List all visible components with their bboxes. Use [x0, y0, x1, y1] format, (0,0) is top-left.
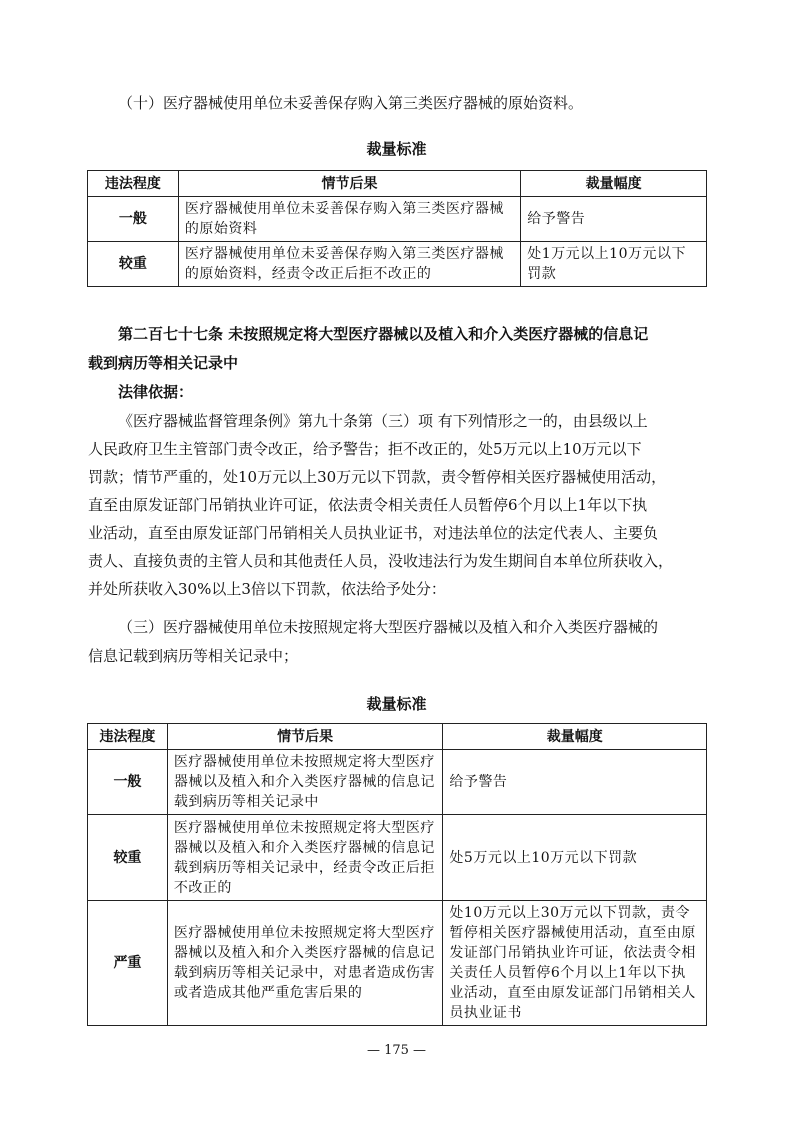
basis-line: 直至由原发证部门吊销执业许可证，依法责令相关责任人员暂停6个月以上1年以下执 [88, 496, 648, 514]
basis-line: 业活动，直至由原发证部门吊销相关人员执业证书，对违法单位的法定代表人、主要负 [88, 524, 659, 542]
degree-cell: 严重 [88, 901, 168, 1026]
page-number: — 175 — [366, 1043, 427, 1058]
basis-line: 责人、直接负责的主管人员和其他责任人员，没收违法行为发生期间自本单位所获收入， [88, 552, 674, 570]
circumstance-cell: 医疗器械使用单位未按照规定将大型医疗器械以及植入和介入类医疗器械的信息记载到病历等相关记录中 [167, 750, 443, 815]
header-range: 裁量幅度 [521, 171, 707, 197]
basis-line: 并处所获收入30%以上3倍以下罚款，依法给予处分： [88, 580, 446, 598]
circumstance-cell: 医疗器械使用单位未按照规定将大型医疗器械以及植入和介入类医疗器械的信息记载到病历等相关记录中，对患者造成伤害或者造成其他严重危害后果的 [167, 901, 443, 1026]
degree-cell: 较重 [88, 242, 179, 287]
circumstance-cell: 医疗器械使用单位未妥善保存购入第三类医疗器械的原始资料，经责令改正后拒不改正的 [178, 242, 520, 287]
table2 [87, 723, 707, 1026]
degree-cell: 一般 [88, 750, 168, 815]
range-cell: 处5万元以上10万元以下罚款 [443, 815, 707, 901]
range-cell: 处1万元以上10万元以下罚款 [521, 242, 707, 287]
article-heading-line1: 第二百七十七条 未按照规定将大型医疗器械以及植入和介入类医疗器械的信息记 [118, 325, 649, 343]
table-row [88, 815, 707, 901]
table1-header-row [88, 171, 707, 197]
table1-caption: 裁量标准 [366, 140, 427, 158]
header-degree: 违法程度 [88, 724, 168, 750]
basis-line: 罚款；情节严重的，处10万元以上30万元以下罚款，责令暂停相关医疗器械使用活动， [88, 468, 667, 486]
table-row [88, 901, 707, 1026]
header-circumstance: 情节后果 [167, 724, 443, 750]
degree-cell: 一般 [88, 197, 179, 242]
item-line: （三）医疗器械使用单位未按照规定将大型医疗器械以及植入和介入类医疗器械的 [118, 618, 659, 636]
table-row [88, 197, 707, 242]
table-row [88, 242, 707, 287]
table2-header-row [88, 724, 707, 750]
item-line: 信息记载到病历等相关记录中； [88, 647, 299, 665]
table1 [87, 170, 707, 287]
header-degree: 违法程度 [88, 171, 179, 197]
basis-line: 人民政府卫生主管部门责令改正，给予警告；拒不改正的，处5万元以上10万元以下 [88, 440, 642, 458]
table-row [88, 750, 707, 815]
legal-basis-label: 法律依据： [118, 383, 194, 401]
table2-caption: 裁量标准 [366, 695, 427, 713]
degree-cell: 较重 [88, 815, 168, 901]
range-cell: 处10万元以上30万元以下罚款，责令暂停相关医疗器械使用活动，直至由原发证部门吊销执业许可证，依法责令相关责任人员暂停6个月以上1年以下执业活动，直至由原发证部门吊销相关人员执业证书 [443, 901, 707, 1026]
intro-item: （十）医疗器械使用单位未妥善保存购入第三类医疗器械的原始资料。 [118, 94, 584, 112]
circumstance-cell: 医疗器械使用单位未按照规定将大型医疗器械以及植入和介入类医疗器械的信息记载到病历等相关记录中，经责令改正后拒不改正的 [167, 815, 443, 901]
article-heading-line2: 载到病历等相关记录中 [88, 354, 239, 372]
range-cell: 给予警告 [443, 750, 707, 815]
circumstance-cell: 医疗器械使用单位未妥善保存购入第三类医疗器械的原始资料 [178, 197, 520, 242]
range-cell: 给予警告 [521, 197, 707, 242]
header-circumstance: 情节后果 [178, 171, 520, 197]
header-range: 裁量幅度 [443, 724, 707, 750]
basis-line: 《医疗器械监督管理条例》第九十条第（三）项 有下列情形之一的，由县级以上 [118, 412, 648, 430]
